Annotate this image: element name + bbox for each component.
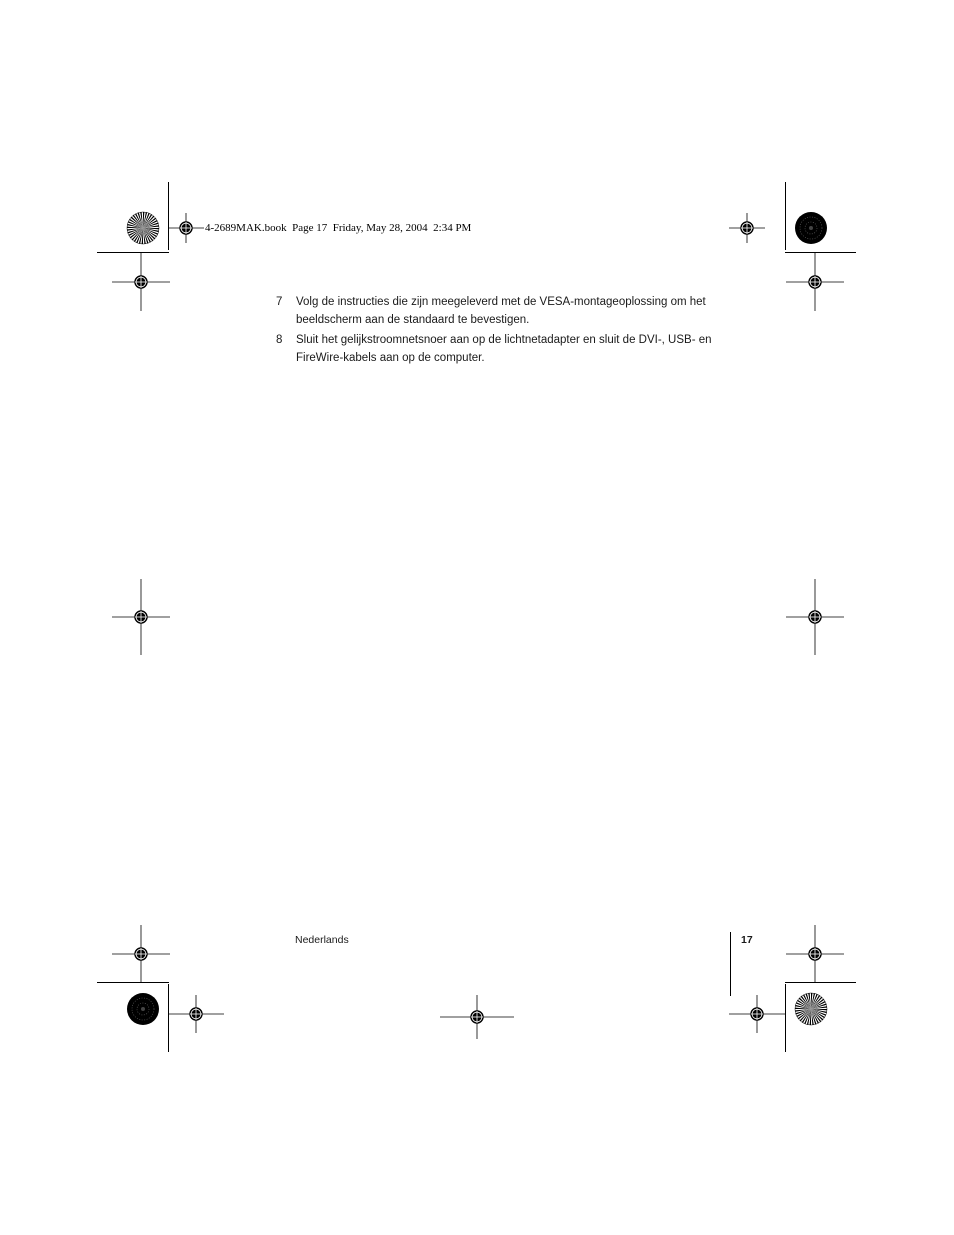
crosshair-mark [112,579,170,655]
crosshair-mark [168,213,204,243]
crop-line [168,984,169,1052]
step-number: 7 [276,296,283,308]
crosshair-mark [440,995,514,1039]
page-number: 17 [741,934,753,946]
step-text: Sluit het gelijkstroomnetsnoer aan op de lichtnetadapter en sluit de DVI-, USB- en FireWire-kabels aan op de computer. [296,334,712,364]
step-number: 8 [276,334,283,346]
crosshair-mark [729,995,785,1033]
crosshair-mark [786,579,844,655]
crop-line [785,984,786,1052]
starburst-mark-bottom-right [795,993,827,1025]
crosshair-mark [168,995,224,1033]
crop-line [97,252,169,253]
step-text: Volg de instructies die zijn meegeleverd met de VESA-montageoplossing om het beeldscherm aan de standaard te bevestigen. [296,296,706,326]
crosshair-mark [786,925,844,983]
crop-line [785,252,856,253]
crosshair-mark [112,253,170,311]
crop-line [785,982,856,983]
crosshair-mark [112,925,170,983]
footer-divider [730,932,731,996]
starburst-mark-top-left [127,212,159,244]
dotted-disc-mark-bottom-left [127,993,159,1025]
book-info-header: 4-2689MAK.book Page 17 Friday, May 28, 2004 2:34 PM [205,222,472,234]
crop-line [168,182,169,250]
crop-line [97,982,169,983]
crosshair-mark [729,213,765,243]
crop-line [785,182,786,250]
dotted-disc-mark-top-right [795,212,827,244]
footer-language: Nederlands [295,934,349,946]
crosshair-mark [786,253,844,311]
